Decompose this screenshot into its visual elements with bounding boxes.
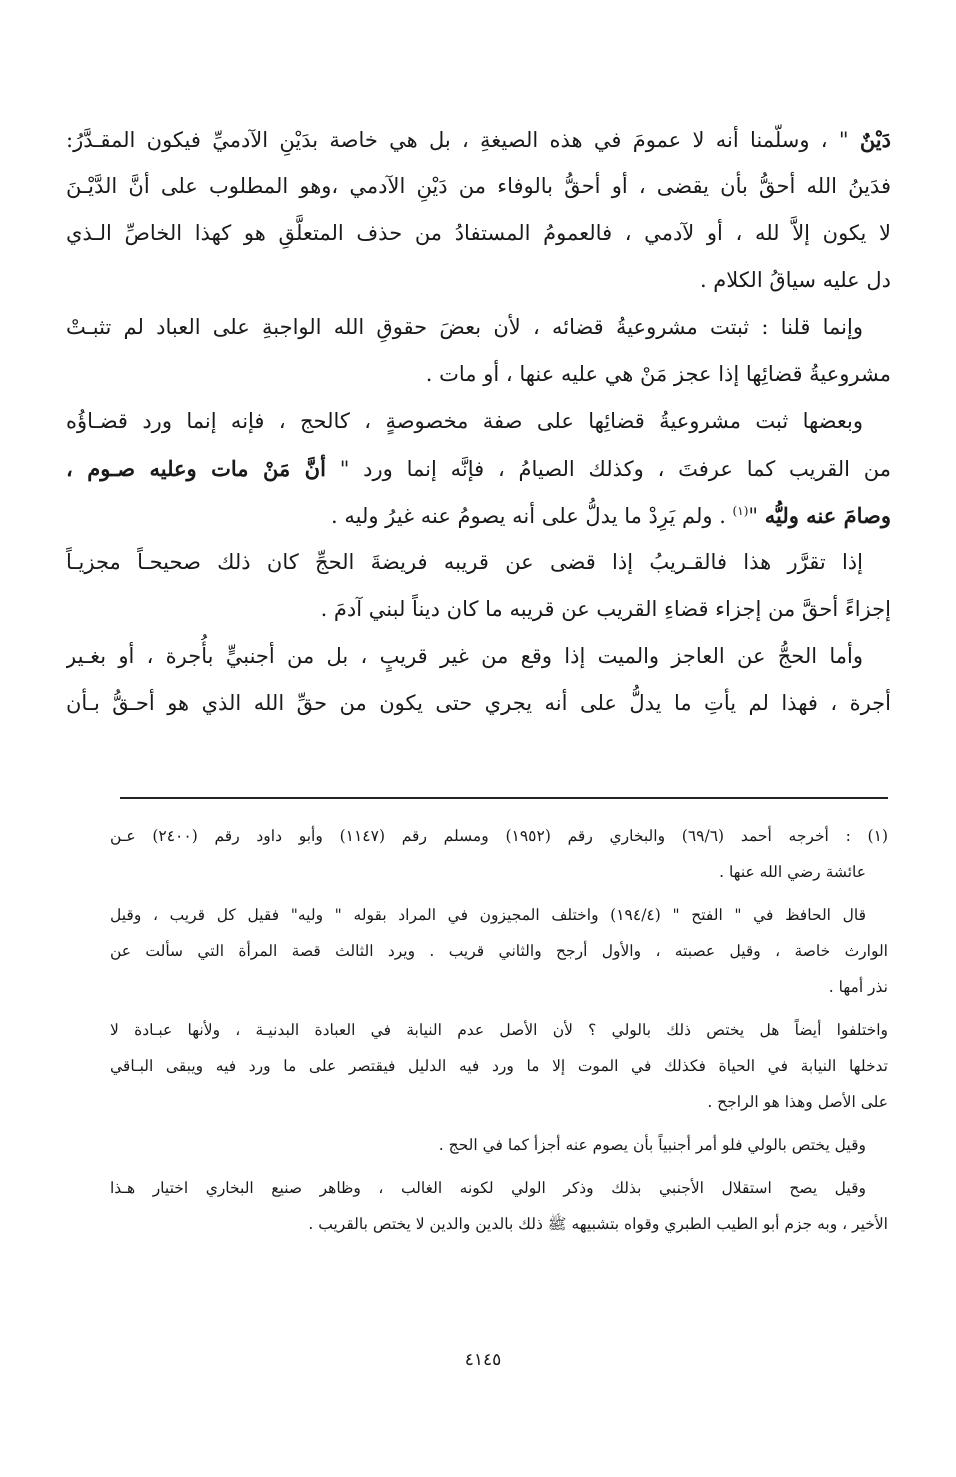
- footnotes: [110, 818, 888, 1242]
- footnote-line: وقيل يختص بالولي فلو أمر أجنبياً بأن يصوم عنه أجزأ كما في الحج .: [438, 1136, 866, 1154]
- footnote-line: الوارث خاصة ، وقيل عصبته ، والأول أرجح والثاني قريب . ويرد الثالث قصة المرأة التي سألت عن: [110, 942, 888, 960]
- footnote-marker: (١): [732, 504, 749, 518]
- text-line-bold-start: دَيْنٌ: [859, 127, 891, 152]
- footnote-line: تدخلها النيابة في الحياة فكذلك في الموت إلا ما ورد فيه الدليل فيقتصر على ما ورد فيه ويبقى البـاقي: [110, 1057, 888, 1075]
- text-line: دل عليه سياقُ الكلام .: [699, 268, 891, 292]
- main-text: [66, 116, 891, 727]
- text-line: إذا تقرَّر هذا فالقـريبُ إذا قضى عن قريبه فريضةَ الحجِّ كان ذلك صحيحـاً مجزيـاً: [66, 550, 863, 574]
- text-line: مشروعيةُ قضائِها إذا عجز مَنْ هي عليه عنها ، أو مات .: [425, 362, 891, 386]
- footnote-line: عائشة رضي الله عنها .: [719, 863, 866, 881]
- footnote-line: الأخير ، وبه جزم أبو الطيب الطبري وقواه بتشبيهه ﷺ ذلك بالدين والدين لا يختص بالقريب .: [308, 1215, 888, 1233]
- page-number: ٤١٤٥: [464, 1350, 502, 1370]
- text-line: أجرة ، فهذا لم يأتِ ما يدلُّ على أنه يجري حتى يكون من حقِّ الله الذي هو أحـقُّ بـأن: [66, 691, 891, 715]
- text-line: وبعضها ثبت مشروعيةُ قضائِها على صفة مخصوصةٍ ، كالحج ، فإنه إنما ورد قضـاؤُه: [66, 409, 863, 433]
- text-line: [66, 116, 891, 163]
- footnote-line: واختلفوا أيضاً هل يختص ذلك بالولي ؟ لأن الأصل عدم النيابة في العبادة البدنيـة ، ولأنها عبـادة لا: [110, 1021, 888, 1039]
- text-line-segment: . ولم يَرِدْ ما يدلُّ على أنه يصومُ عنه غيرُ وليه .: [331, 504, 733, 528]
- footnote-divider: [120, 797, 888, 799]
- text-line-segment: من القريب كما عرفتَ ، وكذلك الصيامُ ، فإنَّه إنما ورد ": [339, 457, 891, 481]
- text-line: لا يكون إلاَّ لله ، أو لآدمي ، فالعمومُ المستفادُ من حذف المتعلَّقِ هو كهذا الخاصِّ الـذي: [66, 221, 891, 245]
- footnote-line: على الأصل وهذا هو الراجح .: [707, 1093, 888, 1111]
- footnote-line: قال الحافظ في " الفتح " (١٩٤/٤) واختلف المجيزون في المراد بقوله " وليه" فقيل كل قريب ، وقيل: [110, 906, 866, 924]
- footnote-line: نذر أمها .: [828, 978, 888, 996]
- text-line-rest-visible: " ، وسلّمنا أنه لا عمومَ في هذه الصيغةِ ، بل هي خاصة بدَيْنِ الآدميِّ فيكون المقـدَّرُ:: [66, 128, 860, 152]
- hadith-quote-bold: وصامَ عنه وليُّه: [764, 503, 891, 528]
- text-line: وأما الحجُّ عن العاجز والميت إذا وقع من غير قريبٍ ، بل من أجنبيٍّ بأُجرة ، أو بغـير: [66, 644, 863, 668]
- text-line: [66, 492, 891, 539]
- text-line: وإنما قلنا : ثبتت مشروعيةُ قضائه ، لأن بعضَ حقوقِ الله الواجبةِ على العباد لم تثبـتْ: [66, 315, 863, 339]
- hadith-quote-bold: أنَّ مَنْ مات وعليه صـوم ،: [66, 456, 326, 481]
- text-line: إجزاءً أحقَّ من إجزاء قضاءِ القريب عن قريبه ما كان ديناً لبني آدمَ .: [320, 597, 891, 621]
- quote-mark: ": [748, 504, 759, 528]
- text-line: [66, 445, 891, 492]
- text-line: فدَينُ الله أحقُّ بأن يقضى ، أو أحقُّ بالوفاء من دَيْنِ الآدمي ،وهو المطلوب على أنَّ الدَّيْـنَ: [66, 174, 891, 198]
- footnote-line: وقيل يصح استقلال الأجنبي بذلك وذكر الولي لكونه الغالب ، وظاهر صنيع البخاري اختيار هـذا: [110, 1179, 866, 1197]
- footnote-line: (١) : أخرجه أحمد (٦٩/٦) والبخاري رقم (١٩٥٢) ومسلم رقم (١١٤٧) وأبو داود رقم (٢٤٠٠) عـن: [110, 827, 888, 845]
